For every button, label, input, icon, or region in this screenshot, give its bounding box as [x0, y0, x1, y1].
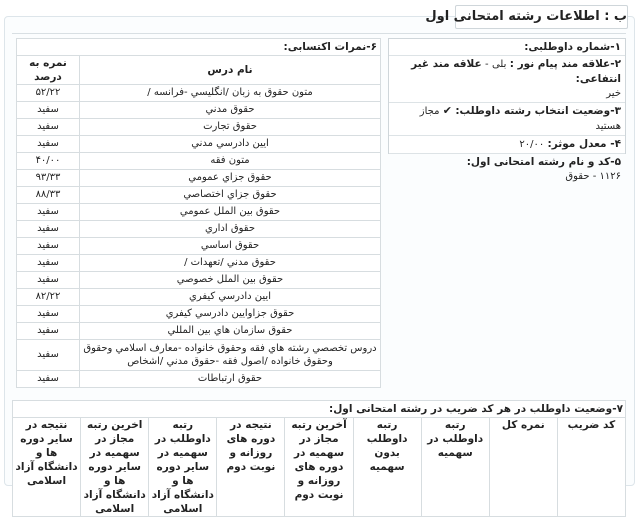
course-score: سفید [17, 255, 80, 272]
check-icon: ✔ [442, 104, 452, 117]
grade-row [17, 170, 381, 187]
course-name: حقوق بين الملل خصوصي [80, 272, 381, 289]
grades-title: ۶-نمرات اکتسابی: [17, 39, 381, 56]
course-name: دروس تخصصي رشته هاي فقه وحقوق خانواده -معارف اسلامي وحقوق وحقوق خانواده /اصول فقه -حقوق مدني /اشخاص [80, 340, 381, 371]
course-name: حقوق جزاي عمومي [80, 170, 381, 187]
grade-row [17, 272, 381, 289]
info-interest [389, 56, 625, 103]
column-header-status: نتیجه در سایر دوره ها و دانشگاه آزاد اسلامی [13, 418, 81, 517]
course-name: حقوق سازمان هاي بين المللي [80, 323, 381, 340]
column-header-status: رتبه داوطلب در سهمیه [421, 418, 489, 517]
column-header-status: کد ضریب [557, 418, 625, 517]
course-score: سفید [17, 102, 80, 119]
course-score: سفید [17, 119, 80, 136]
payam-noor-value: بلی [491, 59, 507, 70]
status-table [12, 400, 626, 517]
interest-separator: - [484, 59, 489, 70]
grade-row [17, 289, 381, 306]
non-profit-label: علاقه مند غیر انتفاعی: [411, 58, 621, 85]
non-profit-value: خیر [606, 88, 621, 99]
course-name: حقوق جزاي اختصاصي [80, 187, 381, 204]
course-score: ۵۲/۲۲ [17, 85, 80, 102]
grade-row [17, 323, 381, 340]
grade-row [17, 306, 381, 323]
course-score: سفید [17, 204, 80, 221]
info-exam-field [389, 154, 625, 185]
course-name: حقوق تجارت [80, 119, 381, 136]
grade-row [17, 238, 381, 255]
course-score: سفید [17, 371, 80, 388]
grades-table [16, 38, 381, 388]
info-candidate-number [389, 39, 625, 56]
course-score: سفید [17, 238, 80, 255]
exam-field-value: ۱۱۲۶ - حقوق [565, 171, 621, 182]
course-score: سفید [17, 136, 80, 153]
payam-noor-label: ۲-علاقه مند پیام نور : [509, 58, 621, 70]
course-score: ۸۸/۳۳ [17, 187, 80, 204]
grade-row [17, 221, 381, 238]
course-name: حقوق مدني [80, 102, 381, 119]
column-header-course-name: نام درس [80, 56, 381, 85]
column-header-score: نمره به درصد [17, 56, 80, 85]
course-name: حقوق اساسي [80, 238, 381, 255]
column-header-status: نتیجه در دوره های روزانه و نوبت دوم [217, 418, 285, 517]
course-name: حقوق بين الملل عمومي [80, 204, 381, 221]
grade-row [17, 371, 381, 388]
column-header-status: اخرین رتبه مجاز در سهمیه در سایر دوره ها و دانشگاه آزاد اسلامی [81, 418, 149, 517]
course-name: ايين دادرسي مدني [80, 136, 381, 153]
course-score: سفید [17, 323, 80, 340]
grade-row [17, 340, 381, 371]
grade-row [17, 136, 381, 153]
course-name: حقوق ارتباطات [80, 371, 381, 388]
column-header-status: رتبه داوطلب در سهمیه در سایر دوره ها و دانشگاه آزاد اسلامی [149, 418, 217, 517]
selection-status-value: مجاز هستید [419, 106, 621, 132]
section-title: ب : اطلاعات رشته امتحانی اول [455, 5, 628, 29]
column-header-status: آخرین رتبه مجاز در سهمیه در دوره های روزانه و نوبت دوم [285, 418, 353, 517]
grade-row [17, 119, 381, 136]
section-divider [12, 33, 626, 34]
info-selection-status [389, 103, 625, 136]
course-score: سفید [17, 340, 80, 371]
grade-row [17, 204, 381, 221]
info-gpa [389, 136, 625, 154]
grade-row [17, 85, 381, 102]
candidate-info-box [388, 38, 626, 182]
course-score: سفید [17, 306, 80, 323]
course-name: ايين دادرسي كيفري [80, 289, 381, 306]
candidate-number-label: ۱-شماره داوطلبی: [524, 41, 621, 53]
course-name: حقوق اداري [80, 221, 381, 238]
course-score: ۸۲/۲۲ [17, 289, 80, 306]
column-header-status: رتبه داوطلب بدون سهمیه [353, 418, 421, 517]
grade-row [17, 255, 381, 272]
course-name: متون فقه [80, 153, 381, 170]
selection-status-label: ۳-وضعیت انتخاب رشته داوطلب: [455, 105, 621, 117]
course-name: حقوق جزاوايين دادرسي كيفري [80, 306, 381, 323]
status-title: ۷-وضعیت داوطلب در هر کد ضریب در رشته امتحانی اول: [13, 401, 626, 418]
course-score: سفید [17, 272, 80, 289]
exam-field-label: ۵-کد و نام رشته امتحانی اول: [466, 156, 621, 168]
gpa-label: ۴- معدل موثر: [547, 138, 621, 150]
course-score: ۴۰/۰۰ [17, 153, 80, 170]
grade-row [17, 102, 381, 119]
course-score: ۹۳/۳۳ [17, 170, 80, 187]
course-name: حقوق مدني /تعهدات / [80, 255, 381, 272]
course-name: متون حقوق به زبان /انگليسي -فرانسه / [80, 85, 381, 102]
grade-row [17, 187, 381, 204]
column-header-status: نمره کل [489, 418, 557, 517]
gpa-value: ۲۰/۰۰ [519, 139, 545, 150]
course-score: سفید [17, 221, 80, 238]
grade-row [17, 153, 381, 170]
